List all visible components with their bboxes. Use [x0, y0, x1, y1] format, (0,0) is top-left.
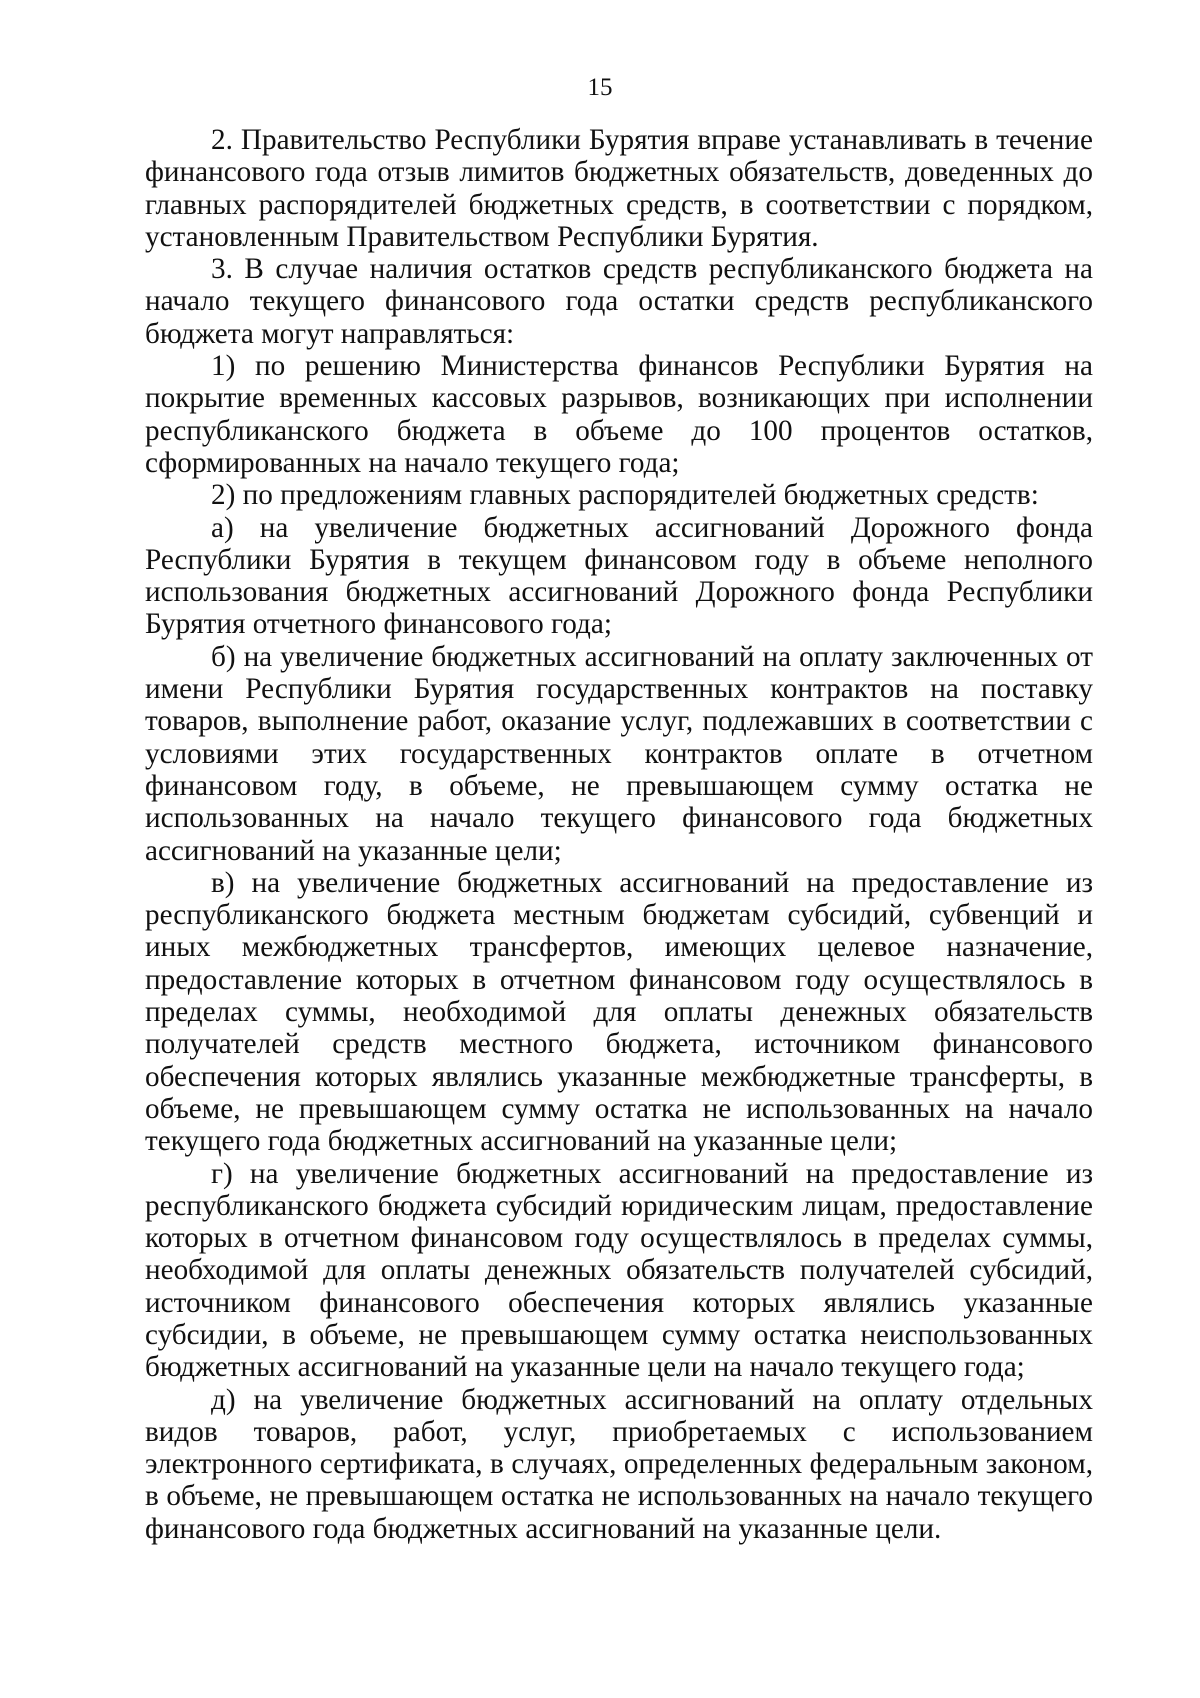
- paragraph-subitem-a-road-fund: а) на увеличение бюджетных ассигнований Дорожного фонда Республики Бурятия в текущем финансовом году в объеме неполного использования бюджетных ассигнований Дорожного фонда Республики Бурятия отчетного финансового года;: [145, 511, 1093, 641]
- page-number: 15: [587, 74, 613, 101]
- paragraph-subitem-d-certificate: д) на увеличение бюджетных ассигнований на оплату отдельных видов товаров, работ, услуг, приобретаемых с использованием электронного сертификата, в случаях, определенных федеральным законом, в объеме, не превышающем остатка не использованных на начало текущего финансового года бюджетных ассигнований на указанные цели.: [145, 1383, 1093, 1545]
- paragraph-item-2-proposals: 2) по предложениям главных распорядителей бюджетных средств:: [211, 479, 1039, 512]
- document-body: [145, 124, 1093, 1545]
- paragraph-3-budget-balances: 3. В случае наличия остатков средств республиканского бюджета на начало текущего финансового года остатки средств республиканского бюджета могут направляться:: [145, 253, 1093, 350]
- paragraph-2-recall-limits: 2. Правительство Республики Бурятия вправе устанавливать в течение финансового года отзыв лимитов бюджетных обязательств, доведенных до главных распорядителей бюджетных средств, в соответствии с порядком, установленным Правительством Республики Бурятия.: [145, 124, 1093, 253]
- paragraph-subitem-g-subsidies: г) на увеличение бюджетных ассигнований на предоставление из республиканского бюджета субсидий юридическим лицам, предоставление которых в отчетном финансовом году осуществлялось в пределах суммы, необходимой для оплаты денежных обязательств получателей субсидий, источником финансового обеспечения которых являлись указанные субсидии, в объеме, не превышающем сумму остатка неиспользованных бюджетных ассигнований на указанные цели на начало текущего года;: [145, 1157, 1093, 1384]
- paragraph-item-1-cash-gaps: 1) по решению Министерства финансов Республики Бурятия на покрытие временных кассовых разрывов, возникающих при исполнении республиканского бюджета в объеме до 100 процентов остатков, сформированных на начало текущего года;: [145, 350, 1093, 479]
- paragraph-subitem-b-contracts: б) на увеличение бюджетных ассигнований на оплату заключенных от имени Республики Бурятия государственных контрактов на поставку товаров, выполнение работ, оказание услуг, подлежавших в соответствии с условиями этих государственных контрактов оплате в отчетном финансовом году, в объеме, не превышающем сумму остатка не использованных на начало текущего финансового года бюджетных ассигнований на указанные цели;: [145, 640, 1093, 867]
- paragraph-subitem-v-transfers: в) на увеличение бюджетных ассигнований на предоставление из республиканского бюджета местным бюджетам субсидий, субвенций и иных межбюджетных трансфертов, имеющих целевое назначение, предоставление которых в отчетном финансовом году осуществлялось в пределах суммы, необходимой для оплаты денежных обязательств получателей средств местного бюджета, источником финансового обеспечения которых являлись указанные межбюджетные трансферты, в объеме, не превышающем сумму остатка не использованных на начало текущего года бюджетных ассигнований на указанные цели;: [145, 866, 1093, 1158]
